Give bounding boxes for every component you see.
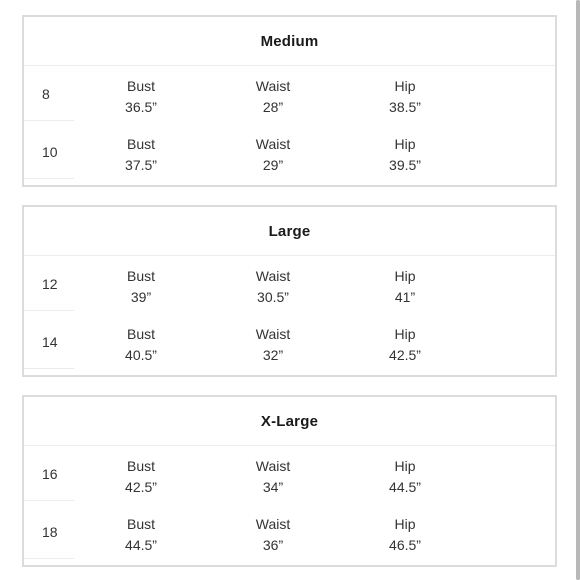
size-group-header	[24, 207, 555, 256]
bust-value: 42.5”	[125, 479, 157, 495]
size-label-cell	[24, 124, 74, 179]
bust-value: 36.5”	[125, 99, 157, 115]
bust-label: Bust	[126, 78, 155, 94]
waist-label: Waist	[255, 516, 291, 532]
hip-measurement	[365, 266, 445, 308]
size-group-header	[24, 397, 555, 446]
size-group-title: Large	[268, 223, 311, 240]
bust-label: Bust	[126, 516, 155, 532]
waist-measurement	[233, 324, 313, 366]
hip-label: Hip	[394, 136, 416, 152]
waist-value: 28”	[262, 99, 284, 115]
hip-measurement	[365, 134, 445, 176]
bust-label: Bust	[126, 458, 155, 474]
hip-label: Hip	[394, 78, 416, 94]
bust-label: Bust	[126, 326, 155, 342]
waist-measurement	[233, 134, 313, 176]
hip-value: 44.5”	[389, 479, 421, 495]
waist-measurement	[233, 266, 313, 308]
size-group-title: Medium	[260, 33, 319, 50]
size-row-8	[24, 66, 555, 124]
size-row-14	[24, 314, 555, 372]
waist-measurement	[233, 456, 313, 498]
bust-label: Bust	[126, 268, 155, 284]
hip-value: 42.5”	[389, 347, 421, 363]
size-row-12	[24, 256, 555, 314]
scrollbar-thumb[interactable]	[576, 0, 580, 580]
waist-value: 36”	[262, 537, 284, 553]
size-row-18	[24, 504, 555, 562]
bust-measurement	[101, 134, 181, 176]
size-label: 10	[42, 144, 58, 160]
waist-value: 34”	[262, 479, 284, 495]
bust-value: 40.5”	[125, 347, 157, 363]
size-label: 18	[42, 524, 58, 540]
size-group-title: X-Large	[260, 413, 319, 430]
bust-value: 39”	[130, 289, 152, 305]
waist-label: Waist	[255, 136, 291, 152]
waist-value: 32”	[262, 347, 284, 363]
hip-value: 46.5”	[389, 537, 421, 553]
hip-measurement	[365, 456, 445, 498]
bust-value: 44.5”	[125, 537, 157, 553]
bust-measurement	[101, 266, 181, 308]
size-label-cell	[24, 504, 74, 559]
vertical-scrollbar[interactable]	[576, 0, 580, 580]
bust-label: Bust	[126, 136, 155, 152]
size-label: 14	[42, 334, 58, 350]
hip-measurement	[365, 324, 445, 366]
waist-value: 29”	[262, 157, 284, 173]
hip-value: 38.5”	[389, 99, 421, 115]
size-row-10	[24, 124, 555, 182]
waist-label: Waist	[255, 78, 291, 94]
hip-label: Hip	[394, 458, 416, 474]
hip-label: Hip	[394, 326, 416, 342]
size-group-medium	[22, 15, 557, 187]
bust-measurement	[101, 76, 181, 118]
waist-measurement	[233, 76, 313, 118]
waist-label: Waist	[255, 326, 291, 342]
hip-measurement	[365, 514, 445, 556]
bust-measurement	[101, 514, 181, 556]
bust-measurement	[101, 324, 181, 366]
size-group-large	[22, 205, 557, 377]
hip-label: Hip	[394, 268, 416, 284]
size-label-cell	[24, 256, 74, 311]
waist-measurement	[233, 514, 313, 556]
size-row-16	[24, 446, 555, 504]
size-label-cell	[24, 314, 74, 369]
size-label: 16	[42, 466, 58, 482]
hip-measurement	[365, 76, 445, 118]
waist-value: 30.5”	[257, 289, 289, 305]
hip-value: 41”	[394, 289, 416, 305]
bust-measurement	[101, 456, 181, 498]
size-label: 8	[42, 86, 50, 102]
size-label-cell	[24, 66, 74, 121]
hip-value: 39.5”	[389, 157, 421, 173]
bust-value: 37.5”	[125, 157, 157, 173]
hip-label: Hip	[394, 516, 416, 532]
size-label: 12	[42, 276, 58, 292]
waist-label: Waist	[255, 458, 291, 474]
size-group-x-large	[22, 395, 557, 567]
size-group-header	[24, 17, 555, 66]
waist-label: Waist	[255, 268, 291, 284]
size-label-cell	[24, 446, 74, 501]
